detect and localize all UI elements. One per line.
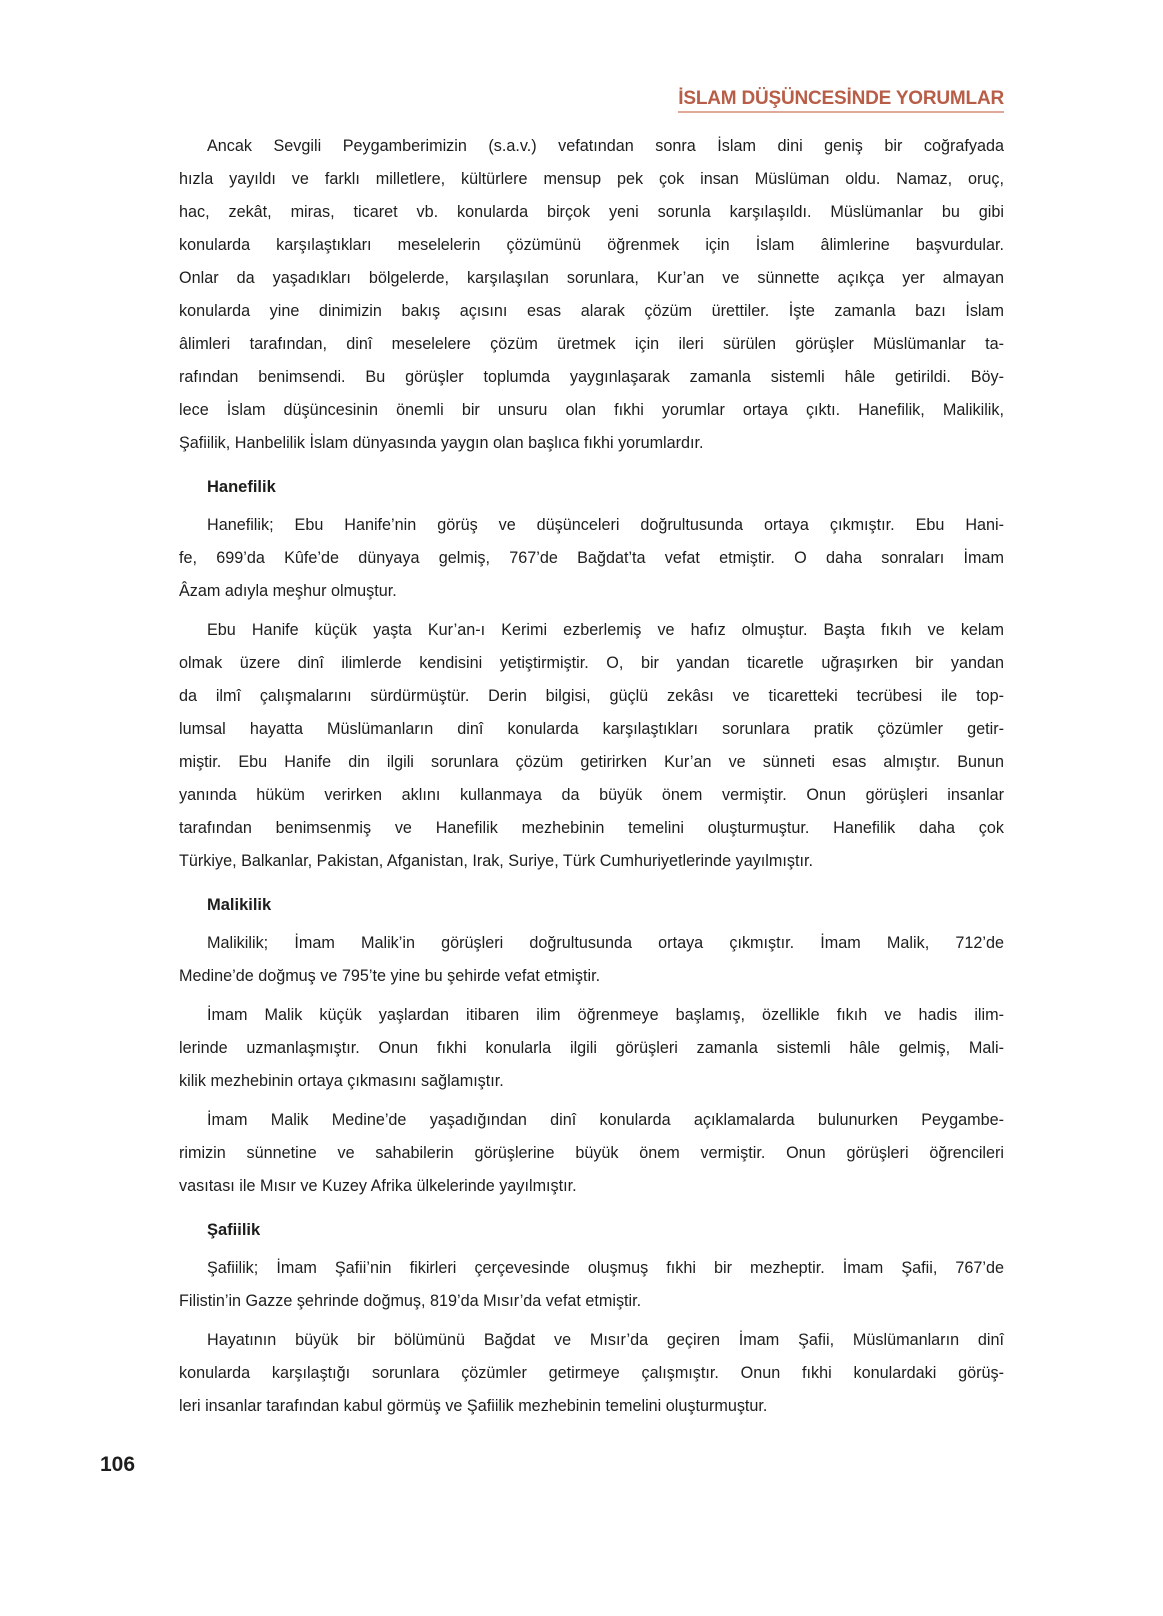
paragraph — [179, 999, 1004, 1098]
text-line: Âzam adıyla meşhur olmuştur. — [179, 582, 397, 600]
text-line: miştir. Ebu Hanife din ilgili sorunlara çözüm getirirken Kur’an ve sünneti esas almıştır. Bunun — [179, 753, 1004, 771]
text-line: Filistin’in Gazze şehrinde doğmuş, 819’da Mısır’da vefat etmiştir. — [179, 1292, 642, 1310]
text-line: İmam Malik küçük yaşlardan itibaren ilim öğrenmeye başlamış, özellikle fıkıh ve hadis ilim- — [207, 1006, 1004, 1024]
text-line: konularda karşılaştığı sorunlara çözümler getirmeye çalışmıştır. Onun fıkhi konulardaki görüş- — [179, 1364, 1004, 1382]
text-line: Şafiilik, Hanbelilik İslam dünyasında yaygın olan başlıca fıkhi yorumlardır. — [179, 434, 704, 452]
paragraph — [179, 1324, 1004, 1423]
text-line: lumsal hayatta Müslümanların dinî konularda karşılaştıkları sorunlara pratik çözümler getir- — [179, 720, 1004, 738]
page-number: 106 — [100, 1453, 136, 1476]
section-heading: Şafiilik — [207, 1221, 261, 1239]
text-line: yanında hüküm verirken aklını kullanmaya da büyük önem vermiştir. Onun görüşleri insanlar — [179, 786, 1004, 804]
paragraph — [179, 1104, 1004, 1203]
text-line: fe, 699’da Kûfe’de dünyaya gelmiş, 767’de Bağdat’ta vefat etmiştir. O daha sonraları İmam — [179, 549, 1004, 567]
text-line: Hayatının büyük bir bölümünü Bağdat ve Mısır’da geçiren İmam Şafii, Müslümanların dinî — [207, 1331, 1004, 1349]
text-line: Türkiye, Balkanlar, Pakistan, Afganistan, Irak, Suriye, Türk Cumhuriyetlerinde yayılmıştır. — [179, 852, 813, 870]
text-line: olmak üzere dinî ilimlerde kendisini yetiştirmiştir. O, bir yandan ticaretle uğraşırken bir yandan — [179, 654, 1004, 672]
text-line: da ilmî çalışmalarını sürdürmüştür. Derin bilgisi, güçlü zekâsı ve ticaretteki tecrübesi ile top- — [179, 687, 1004, 705]
paragraph — [179, 130, 1004, 460]
text-line: konularda karşılaştıkları meselelerin çözümünü öğrenmek için İslam âlimlerine başvurdular. — [179, 236, 1004, 254]
text-line: Ancak Sevgili Peygamberimizin (s.a.v.) vefatından sonra İslam dini geniş bir coğrafyada — [207, 137, 1004, 155]
text-line: Malikilik; İmam Malik’in görüşleri doğrultusunda ortaya çıkmıştır. İmam Malik, 712’de — [207, 934, 1004, 952]
paragraph — [179, 509, 1004, 608]
paragraph — [179, 927, 1004, 993]
text-line: Medine’de doğmuş ve 795’te yine bu şehirde vefat etmiştir. — [179, 967, 601, 985]
section — [179, 130, 1004, 460]
text-line: leri insanlar tarafından kabul görmüş ve Şafiilik mezhebinin temelini oluşturmuştur. — [179, 1397, 768, 1415]
text-line: vasıtası ile Mısır ve Kuzey Afrika ülkelerinde yayılmıştır. — [179, 1177, 577, 1195]
text-line: rafından benimsendi. Bu görüşler toplumda yaygınlaşarak zamanla sistemli hâle getirildi. Böy- — [179, 368, 1004, 386]
text-line: rimizin sünnetine ve sahabilerin görüşlerine büyük önem vermiştir. Onun görüşleri öğrencileri — [179, 1144, 1004, 1162]
text-line: tarafından benimsenmiş ve Hanefilik mezhebinin temelini oluşturmuştur. Hanefilik daha çok — [179, 819, 1004, 837]
text-line: hızla yayıldı ve farklı milletlere, kültürlere mensup pek çok insan Müslüman oldu. Namaz, oruç, — [179, 170, 1004, 188]
section-heading: Hanefilik — [207, 478, 276, 496]
text-line: konularda yine dinimizin bakış açısını esas alarak çözüm ürettiler. İşte zamanla bazı İslam — [179, 302, 1004, 320]
text-line: kilik mezhebinin ortaya çıkmasını sağlamıştır. — [179, 1072, 504, 1090]
text-line: Ebu Hanife küçük yaşta Kur’an-ı Kerimi ezberlemiş ve hafız olmuştur. Başta fıkıh ve kelam — [207, 621, 1004, 639]
section-heading: Malikilik — [207, 896, 272, 914]
section — [179, 1214, 1004, 1423]
paragraph — [179, 1252, 1004, 1318]
section — [179, 471, 1004, 878]
text-line: âlimleri tarafından, dinî meselelere çözüm üretmek için ileri sürülen görüşler Müslümanlar ta- — [179, 335, 1004, 353]
text-line: lece İslam düşüncesinin önemli bir unsuru olan fıkhi yorumlar ortaya çıktı. Hanefilik, Malikilik, — [179, 401, 1004, 419]
text-line: Onlar da yaşadıkları bölgelerde, karşılaşılan sorunlara, Kur’an ve sünnette açıkça yer almayan — [179, 269, 1004, 287]
chapter-title-header: İSLAM DÜŞÜNCESİNDE YORUMLAR — [678, 88, 1004, 113]
text-line: hac, zekât, miras, ticaret vb. konularda birçok yeni sorunla karşılaşıldı. Müslümanlar bu gibi — [179, 203, 1004, 221]
text-line: İmam Malik Medine’de yaşadığından dinî konularda açıklamalarda bulunurken Peygambe- — [207, 1111, 1004, 1129]
text-line: Şafiilik; İmam Şafii’nin fikirleri çerçevesinde oluşmuş fıkhi bir mezheptir. İmam Şafii, 767’de — [207, 1259, 1004, 1277]
text-line: lerinde uzmanlaşmıştır. Onun fıkhi konularla ilgili görüşleri zamanla sistemli hâle gelmiş, Mali- — [179, 1039, 1004, 1057]
paragraph — [179, 614, 1004, 878]
section — [179, 889, 1004, 1203]
text-line: Hanefilik; Ebu Hanife’nin görüş ve düşünceleri doğrultusunda ortaya çıkmıştır. Ebu Hani- — [207, 516, 1004, 534]
page-body — [179, 130, 1004, 1429]
